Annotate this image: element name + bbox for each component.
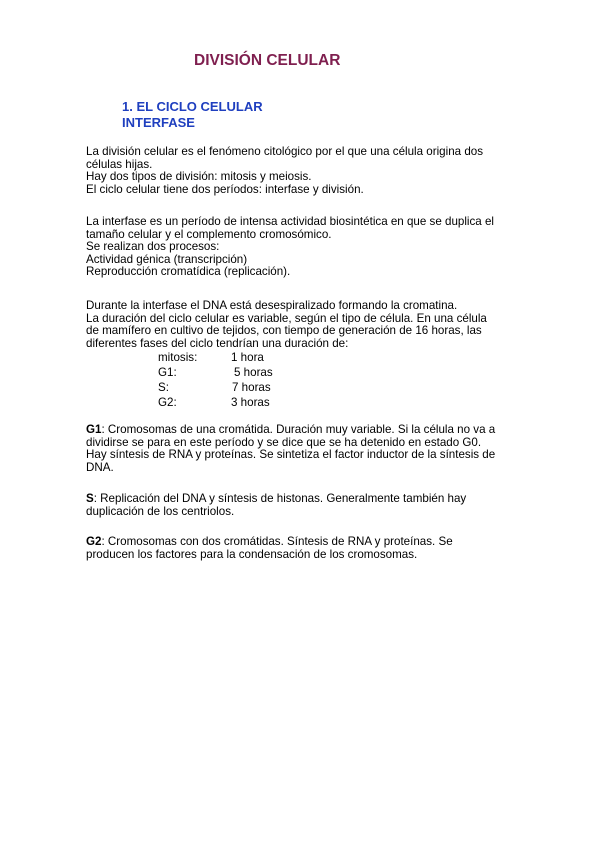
text-line: El ciclo celular tiene dos períodos: interfase y división. — [86, 182, 364, 196]
phase-row — [158, 367, 318, 382]
text-line — [86, 493, 526, 506]
text-line: de mamífero en cultivo de tejidos, con tiempo de generación de 16 horas, las — [86, 324, 482, 338]
g2-text: : Cromosomas con dos cromátidas. Síntesis de RNA y proteínas. Se — [101, 535, 453, 548]
g1-paragraph — [86, 424, 526, 474]
text-line: células hijas. — [86, 157, 153, 171]
interfase-paragraph — [86, 216, 526, 279]
phase-row — [158, 397, 318, 412]
section-subheading: INTERFASE — [122, 115, 195, 130]
text-line — [86, 424, 526, 437]
phase-duration-table — [158, 352, 318, 412]
text-line: Se realizan dos procesos: — [86, 240, 220, 254]
text-line: diferentes fases del ciclo tendrían una duración de: — [86, 336, 349, 350]
s-text: : Replicación del DNA y síntesis de histonas. Generalmente también hay — [93, 492, 467, 505]
phase-duration: 7 horas — [232, 381, 271, 394]
text-line: tamaño celular y el complemento cromosómico. — [86, 227, 332, 241]
phase-label: mitosis: — [158, 351, 198, 364]
phase-duration: 5 horas — [234, 366, 273, 379]
page-title: DIVISIÓN CELULAR — [194, 52, 341, 69]
phase-row — [158, 352, 318, 367]
g1-text: : Cromosomas de una cromátida. Duración muy variable. Si la célula no va a — [101, 423, 496, 436]
g2-term: G2 — [86, 535, 102, 548]
s-paragraph — [86, 493, 526, 518]
phase-row — [158, 382, 318, 397]
text-line: Durante la interfase el DNA está desespiralizado formando la cromatina. — [86, 299, 458, 312]
g2-paragraph — [86, 536, 526, 561]
intro-paragraph — [86, 146, 526, 196]
section-heading: 1. EL CICLO CELULAR — [122, 99, 263, 114]
text-line: Hay dos tipos de división: mitosis y meiosis. — [86, 170, 312, 184]
text-line: La interfase es un período de intensa actividad biosintética en que se duplica el — [86, 215, 494, 228]
text-line: Reproducción cromatídica (replicación). — [86, 265, 291, 279]
text-line — [86, 536, 526, 549]
phase-label: G1: — [158, 366, 177, 379]
phase-duration: 3 horas — [231, 396, 270, 409]
s-term: S — [86, 492, 94, 505]
text-line: Hay síntesis de RNA y proteínas. Se sintetiza el factor inductor de la síntesis de — [86, 448, 496, 462]
text-line: DNA. — [86, 460, 114, 474]
text-line: dividirse se para en este período y se dice que se ha detenido en estado G0. — [86, 435, 482, 449]
phase-label: G2: — [158, 396, 177, 409]
dna-paragraph — [86, 300, 526, 350]
phase-duration: 1 hora — [231, 351, 264, 364]
text-line: La división celular es el fenómeno citológico por el que una célula origina dos — [86, 145, 484, 158]
text-line: duplicación de los centriolos. — [86, 504, 235, 518]
text-line: Actividad génica (transcripción) — [86, 252, 248, 266]
g1-term: G1 — [86, 423, 102, 436]
phase-label: S: — [158, 381, 169, 394]
text-line: La duración del ciclo celular es variable, según el tipo de célula. En una célula — [86, 311, 487, 325]
text-line: producen los factores para la condensación de los cromosomas. — [86, 547, 418, 561]
